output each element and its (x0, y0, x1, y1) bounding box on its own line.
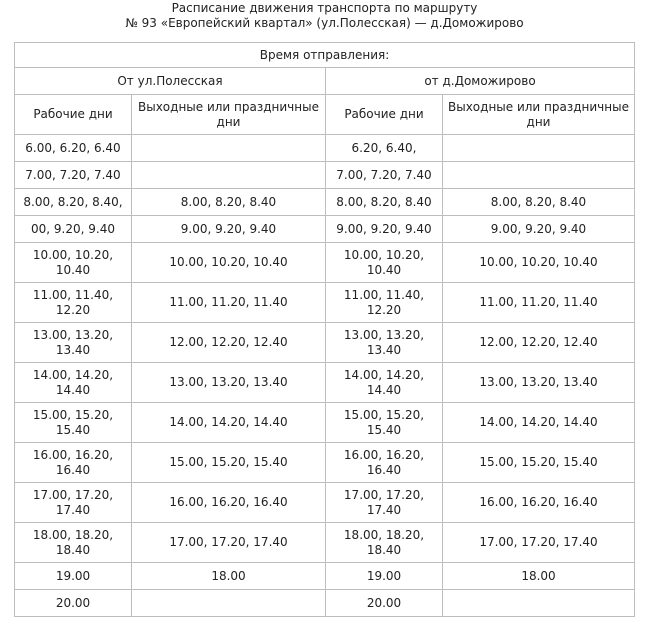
time-cell: 16.00, 16.20, 16.40 (443, 483, 635, 523)
schedule-title-line-2: № 93 «Европейский квартал» (ул.Полесская) — д.Доможирово (125, 16, 524, 30)
time-cell: 6.00, 6.20, 6.40 (15, 135, 132, 162)
table-row (15, 403, 635, 443)
time-cell: 17.00, 17.20, 17.40 (132, 523, 326, 563)
time-cell: 13.00, 13.20, 13.40 (326, 323, 443, 363)
direction-header-domozhirovo: от д.Доможирово (326, 68, 635, 95)
time-cell: 9.00, 9.20, 9.40 (326, 216, 443, 243)
time-cell: 8.00, 8.20, 8.40 (132, 189, 326, 216)
time-cell: 14.00, 14.20, 14.40 (443, 403, 635, 443)
schedule-table (14, 42, 635, 617)
day-type-row (15, 95, 635, 135)
time-cell: 11.00, 11.40, 12.20 (15, 283, 132, 323)
time-cell: 7.00, 7.20, 7.40 (15, 162, 132, 189)
time-cell: 19.00 (15, 563, 132, 590)
day-type-header: Выходные или праздничные дни (132, 95, 326, 135)
time-cell: 12.00, 12.20, 12.40 (443, 323, 635, 363)
time-cell: 9.00, 9.20, 9.40 (443, 216, 635, 243)
schedule-title (0, 0, 649, 31)
time-cell: 7.00, 7.20, 7.40 (326, 162, 443, 189)
time-cell: 17.00, 17.20, 17.40 (443, 523, 635, 563)
table-row (15, 323, 635, 363)
time-cell: 13.00, 13.20, 13.40 (443, 363, 635, 403)
table-row (15, 563, 635, 590)
header-row (15, 43, 635, 68)
time-cell: 16.00, 16.20, 16.40 (15, 443, 132, 483)
time-cell: 13.00, 13.20, 13.40 (132, 363, 326, 403)
time-cell (443, 135, 635, 162)
time-cell (443, 590, 635, 617)
time-cell: 8.00, 8.20, 8.40 (326, 189, 443, 216)
time-cell: 15.00, 15.20, 15.40 (15, 403, 132, 443)
time-cell: 18.00 (443, 563, 635, 590)
table-row (15, 483, 635, 523)
time-cell: 16.00, 16.20, 16.40 (326, 443, 443, 483)
time-cell: 18.00, 18.20, 18.40 (326, 523, 443, 563)
time-cell: 12.00, 12.20, 12.40 (132, 323, 326, 363)
table-row (15, 590, 635, 617)
time-cell: 10.00, 10.20, 10.40 (132, 243, 326, 283)
time-cell: 9.00, 9.20, 9.40 (132, 216, 326, 243)
time-cell: 17.00, 17.20, 17.40 (15, 483, 132, 523)
time-cell: 16.00, 16.20, 16.40 (132, 483, 326, 523)
day-type-header: Рабочие дни (326, 95, 443, 135)
time-cell: 13.00, 13.20, 13.40 (15, 323, 132, 363)
time-cell: 10.00, 10.20, 10.40 (15, 243, 132, 283)
time-cell: 20.00 (326, 590, 443, 617)
time-cell: 14.00, 14.20, 14.40 (326, 363, 443, 403)
table-row (15, 283, 635, 323)
day-type-header: Рабочие дни (15, 95, 132, 135)
table-row (15, 162, 635, 189)
time-cell: 10.00, 10.20, 10.40 (443, 243, 635, 283)
time-cell: 8.00, 8.20, 8.40 (443, 189, 635, 216)
time-cell: 15.00, 15.20, 15.40 (326, 403, 443, 443)
time-cell: 14.00, 14.20, 14.40 (15, 363, 132, 403)
table-row (15, 363, 635, 403)
time-cell: 18.00 (132, 563, 326, 590)
table-row (15, 135, 635, 162)
direction-header-polesskaya: От ул.Полесская (15, 68, 326, 95)
time-cell: 19.00 (326, 563, 443, 590)
table-row (15, 243, 635, 283)
time-cell: 18.00, 18.20, 18.40 (15, 523, 132, 563)
time-cell (132, 590, 326, 617)
time-cell: 15.00, 15.20, 15.40 (443, 443, 635, 483)
time-cell (443, 162, 635, 189)
time-cell: 11.00, 11.20, 11.40 (132, 283, 326, 323)
time-cell: 11.00, 11.40, 12.20 (326, 283, 443, 323)
time-cell: 8.00, 8.20, 8.40, (15, 189, 132, 216)
time-cell: 14.00, 14.20, 14.40 (132, 403, 326, 443)
time-cell: 11.00, 11.20, 11.40 (443, 283, 635, 323)
time-cell: 15.00, 15.20, 15.40 (132, 443, 326, 483)
table-row (15, 216, 635, 243)
time-cell: 20.00 (15, 590, 132, 617)
time-cell: 10.00, 10.20, 10.40 (326, 243, 443, 283)
direction-row (15, 68, 635, 95)
time-cell (132, 162, 326, 189)
table-row (15, 523, 635, 563)
departure-time-header: Время отправления: (15, 43, 635, 68)
time-cell: 00, 9.20, 9.40 (15, 216, 132, 243)
time-cell (132, 135, 326, 162)
time-cell: 6.20, 6.40, (326, 135, 443, 162)
table-row (15, 443, 635, 483)
time-cell: 17.00, 17.20, 17.40 (326, 483, 443, 523)
schedule-title-line-1: Расписание движения транспорта по маршруту (171, 1, 478, 15)
day-type-header: Выходные или праздничные дни (443, 95, 635, 135)
table-row (15, 189, 635, 216)
